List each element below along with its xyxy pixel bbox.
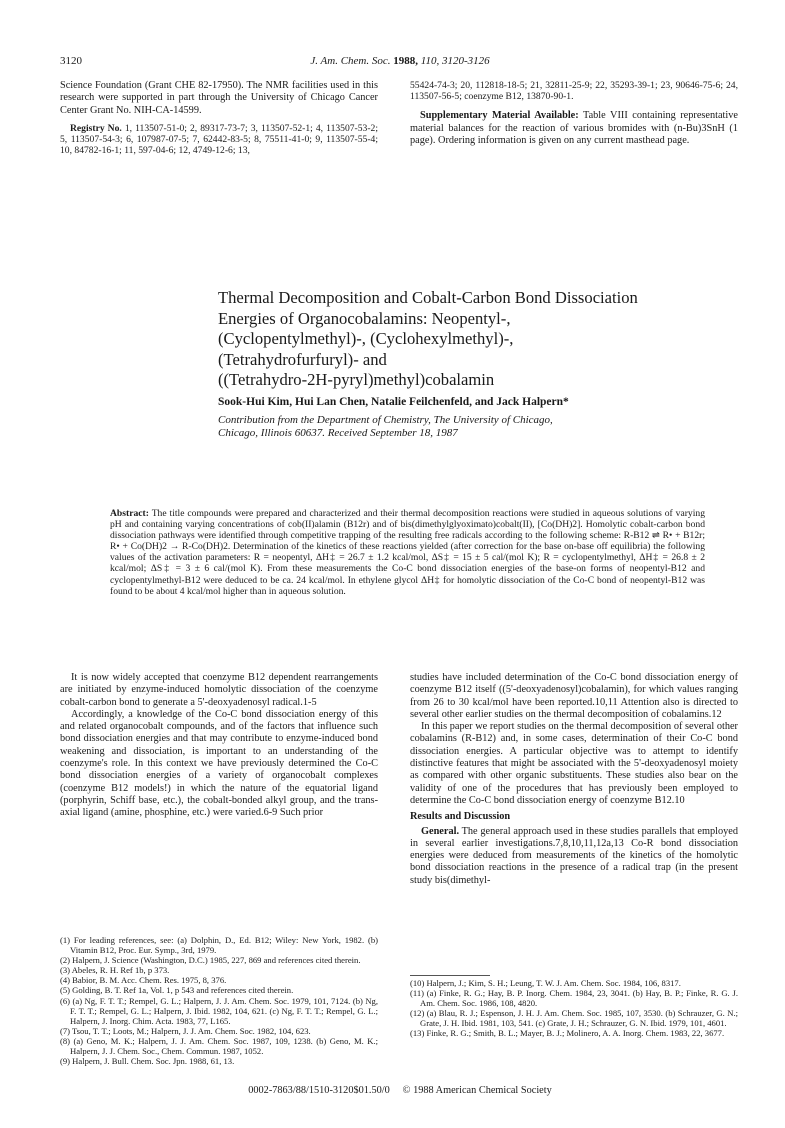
footnote: (5) Golding, B. T. Ref 1a, Vol. 1, p 543 and references cited therein.	[60, 985, 294, 996]
body-paragraph-text: The general approach used in these studies parallels that employed in several earlier investigations.7,8,10,11,12a,13 Co-R bond dissociation energies were deduced from measurements of the kinetics of the homolytic bond dissociation reactions in the presence of a radical trap (in the present study bis(dimethyl-	[410, 825, 738, 886]
title-line: Thermal Decomposition and Cobalt-Carbon Bond Dissociation	[218, 288, 638, 307]
footnote-divider	[60, 900, 378, 901]
journal-citation	[60, 55, 740, 67]
footnote-divider	[410, 975, 490, 976]
body-right-column	[410, 672, 738, 887]
registry-text: 1, 113507-51-0; 2, 89317-73-7; 3, 113507-52-1; 4, 113507-53-2; 5, 113507-54-3; 6, 107987-07-5; 7, 62442-83-5; 8, 75511-41-0; 9, 113507-55-4; 10, 84782-16-1; 11, 597-04-6; 12, 4749-12-6; 13,	[60, 122, 378, 157]
footnote: (8) (a) Geno, M. K.; Halpern, J. J. Am. Chem. Soc. 1987, 109, 1238. (b) Geno, M. K.; Halpern, J. J. Chem. Soc., Chem. Commun. 1987, 1052.	[60, 1035, 378, 1057]
journal-pages: 3120-3126	[441, 55, 490, 67]
title-line: (Tetrahydrofurfuryl)- and	[218, 349, 387, 369]
title-line: Energies of Organocobalamins: Neopentyl-,	[218, 308, 511, 328]
affiliation-line: Chicago, Illinois 60637. Received September 18, 1987	[218, 427, 458, 440]
section-heading: Results and Discussion	[410, 811, 511, 823]
journal-volume: 110,	[420, 55, 440, 67]
body-left-column	[60, 672, 378, 820]
affiliation-line: Contribution from the Department of Chemistry, The University of Chicago,	[218, 414, 553, 426]
abstract-text: The title compounds were prepared and characterized and their thermal decomposition reactions were studied in aqueous solutions of varying pH and containing varying concentrations of cob(II)alamin (B12r) and of bis(dimethylglyoximato)cobalt(II), [Co(DH)2]. Homolytic cobalt-carbon bond dissociation pathways were identified through competitive trapping of the resulting free radicals according to the following scheme: R-B12 ⇌ R• + B12r; R• + Co(DH)2 → R-Co(DH)2. Determination of the kinetics of these reactions yielded (after correction for the base on-base off equilibria) the following values of the activation parameters: R = neopentyl, ΔH‡ = 26.7 ± 1.2 kcal/mol, ΔS‡ = 15 ± 5 cal/(mol K); R = cyclopentylmethyl, ΔH‡ = 26.8 ± 2 kcal/mol; ΔS‡ = 3 ± 6 cal/(mol K). From these measurements the Co-C bond dissociation energies of the base-on forms of neopentyl-B12 and cyclopentylmethyl-B12 were deduced to be ca. 24 kcal/mol. In ethylene glycol ΔH‡ for homolytic dissociation of the Co-C bond of neopentyl-B12 was found to be about 4 kcal/mol higher than in aqueous solution.	[110, 508, 705, 597]
running-header	[60, 55, 740, 71]
footnote: (13) Finke, R. G.; Smith, B. L.; Mayer, B. J.; Molinero, A. A. Inorg. Chem. 1983, 22, 3677.	[410, 1028, 725, 1039]
copyright: © 1988 American Chemical Society	[402, 1085, 552, 1096]
footnote: (6) (a) Ng, F. T. T.; Rempel, G. L.; Halpern, J. J. Am. Chem. Soc. 1979, 101, 7124. (b) Ng, F. T. T.; Rempel, G. L.; Halpern, J. Ibid. 1982, 104, 621. (c) Ng, F. T. T.; Rempel, G. L.; Halpern, J. Inorg. Chim. Acta. 1983, 77, L165.	[60, 995, 378, 1026]
body-paragraph: It is now widely accepted that coenzyme B12 dependent rearrangements are initiated by enzyme-induced homolytic dissociation of the coenzyme cobalt-carbon bond to generate a 5'-deoxyadenosyl radical.1-5	[60, 672, 378, 708]
footnotes-left	[60, 935, 378, 1066]
footnote: (9) Halpern, J. Bull. Chem. Soc. Jpn. 1988, 61, 13.	[60, 1056, 235, 1067]
page-footer	[60, 1085, 740, 1096]
previous-article-right	[410, 80, 738, 147]
supplementary-material	[410, 110, 738, 147]
page-number: 3120	[60, 55, 82, 67]
registry-label: Registry No.	[70, 122, 122, 134]
article-title	[218, 288, 738, 391]
body-paragraph: studies have included determination of the Co-C bond dissociation energy of coenzyme B12 itself ((5'-deoxyadenosyl)cobalamin), for which values ranging from 26 to 30 kcal/mol have been reported.10,11 Attention also is directed to several other earlier studies on the thermal decomposition of cobalamins.12	[410, 672, 738, 720]
supplementary-label: Supplementary Material Available:	[420, 110, 579, 122]
footnote: (2) Halpern, J. Science (Washington, D.C.) 1985, 227, 869 and references cited therein.	[60, 955, 361, 966]
footnote: (3) Abeles, R. H. Ref 1b, p 373.	[60, 965, 170, 976]
registry-numbers	[60, 123, 378, 157]
previous-article-left	[60, 80, 378, 157]
body-paragraph: In this paper we report studies on the thermal decomposition of several other cobalamins (R-B12) and, in some cases, determination of their Co-C bond dissociation energies. A particular objective was to attempt to identify distinctive features that might be associated with the 5'-deoxyadenosyl moiety as compared with other organic substituents. These studies also bear on the validity of one of the procedures that has previously been employed to determine the Co-C bond dissociation energy of coenzyme B12.10	[410, 721, 738, 806]
footnote: (4) Babior, B. M. Acc. Chem. Res. 1975, 8, 376.	[60, 975, 227, 986]
footnote: (11) (a) Finke, R. G.; Hay, B. P. Inorg. Chem. 1984, 23, 3041. (b) Hay, B. P.; Finke, R. G. J. Am. Chem. Soc. 1986, 108, 4820.	[410, 988, 738, 1009]
abstract-label: Abstract:	[110, 508, 149, 519]
footnotes-right	[410, 978, 738, 1039]
journal-year: 1988,	[393, 55, 419, 67]
registry-continued: 55424-74-3; 20, 112818-18-5; 21, 32811-25-9; 22, 35293-39-1; 23, 90646-75-6; 24, 113507-56-5; coenzyme B12, 13870-90-1.	[410, 80, 738, 103]
abstract	[110, 508, 705, 597]
subsection-heading: General.	[421, 825, 460, 837]
title-line: ((Tetrahydro-2H-pyryl)methyl)cobalamin	[218, 370, 495, 389]
footnote: (1) For leading references, see: (a) Dolphin, D., Ed. B12; Wiley: New York, 1982. (b) Vitamin B12, Proc. Eur. Symp., 3rd, 1979.	[60, 935, 378, 956]
affiliation	[218, 414, 698, 440]
supplementary-text: Table VIII containing representative material balances for the reaction of various bromides with (n-Bu)3SnH (1 page). Ordering information is given on any current masthead page.	[410, 110, 738, 146]
footnote: (10) Halpern, J.; Kim, S. H.; Leung, T. W. J. Am. Chem. Soc. 1984, 106, 8317.	[410, 978, 681, 988]
body-paragraph	[410, 826, 738, 887]
journal-name: J. Am. Chem. Soc.	[310, 55, 391, 67]
body-paragraph: Accordingly, a knowledge of the Co-C bond dissociation energy of this and related organocobalt compounds, and of the factors that influence such bond dissociation energies and that may contribute to enzyme-induced bond weakening and dissociation, is important to an understanding of the coenzyme's role. In this context we have previously determined the Co-C bond dissociation energies of a variety of organocobalt complexes (coenzyme B12 models!) in which the nature of the equatorial ligand (porphyrin, Schiff base, etc.), the cobalt-bonded alkyl group, and the trans-axial ligand (amine, phosphine, etc.) were varied.6-9 Such prior	[60, 708, 378, 819]
title-line: (Cyclopentylmethyl)-, (Cyclohexylmethyl)-,	[218, 329, 514, 348]
article-code: 0002-7863/88/1510-3120$01.50/0	[248, 1085, 390, 1096]
authors: Sook-Hui Kim, Hui Lan Chen, Natalie Feilchenfeld, and Jack Halpern*	[218, 396, 569, 408]
footnote: (7) Tsou, T. T.; Loots, M.; Halpern, J. J. Am. Chem. Soc. 1982, 104, 623.	[60, 1025, 311, 1036]
footnote: (12) (a) Blau, R. J.; Espenson, J. H. J. Am. Chem. Soc. 1985, 107, 3530. (b) Schrauzer, G. N.; Grate, J. H. Ibid. 1981, 103, 541. (c) Grate, J. H.; Schrauzer, G. N. Ibid. 1979, 101, 4601.	[410, 1008, 738, 1029]
acknowledgment-text: Science Foundation (Grant CHE 82-17950). The NMR facilities used in this research were supported in part through the University of Chicago Cancer Center Grant No. NIH-CA-14599.	[60, 80, 378, 116]
